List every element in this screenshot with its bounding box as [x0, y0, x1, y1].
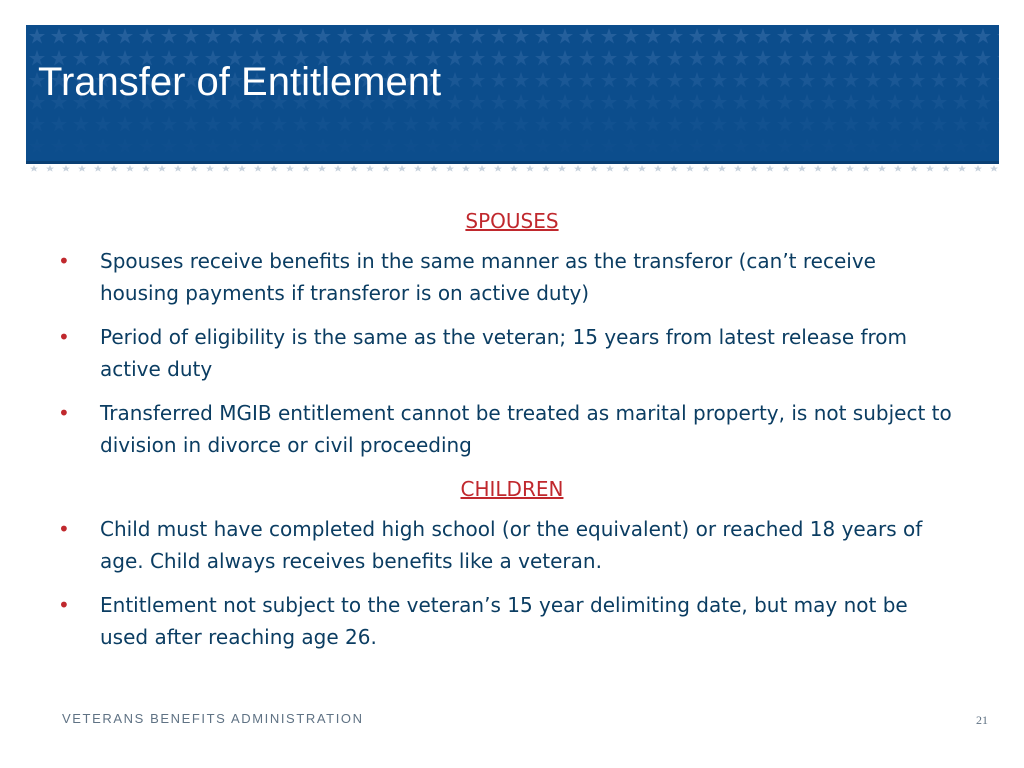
- bullet-text: Child must have completed high school (or the equivalent) or reached 18 years of age. Child always receives benefits like a veteran.: [100, 517, 923, 573]
- bullet-dot-icon: •: [58, 401, 70, 425]
- stars-strip: [26, 164, 999, 172]
- bullet-dot-icon: •: [58, 593, 70, 617]
- bullet-text: Spouses receive benefits in the same manner as the transferor (can’t receive housing payments if transferor is on active duty): [100, 249, 876, 305]
- slide-title: Transfer of Entitlement: [38, 60, 442, 104]
- section-heading-spouses: SPOUSES: [465, 209, 559, 233]
- children-bullet-list: [58, 513, 958, 653]
- section-heading-children: CHILDREN: [460, 477, 564, 501]
- bullet-dot-icon: •: [58, 517, 70, 541]
- bullet-item: [58, 245, 958, 309]
- bullet-text: Period of eligibility is the same as the veteran; 15 years from latest release from active duty: [100, 325, 908, 381]
- footer-organization: VETERANS BENEFITS ADMINISTRATION: [62, 711, 364, 726]
- bullet-dot-icon: •: [58, 325, 70, 349]
- bullet-item: [58, 397, 958, 461]
- spouses-bullet-list: [58, 245, 958, 461]
- bullet-dot-icon: •: [58, 249, 70, 273]
- bullet-text: Transferred MGIB entitlement cannot be treated as marital property, is not subject to division in divorce or civil proceeding: [100, 401, 952, 457]
- slide-body: [58, 205, 958, 665]
- bullet-item: [58, 513, 958, 577]
- bullet-text: Entitlement not subject to the veteran’s 15 year delimiting date, but may not be used after reaching age 26.: [100, 593, 908, 649]
- bullet-item: [58, 589, 958, 653]
- bullet-item: [58, 321, 958, 385]
- page-number: 21: [976, 713, 988, 727]
